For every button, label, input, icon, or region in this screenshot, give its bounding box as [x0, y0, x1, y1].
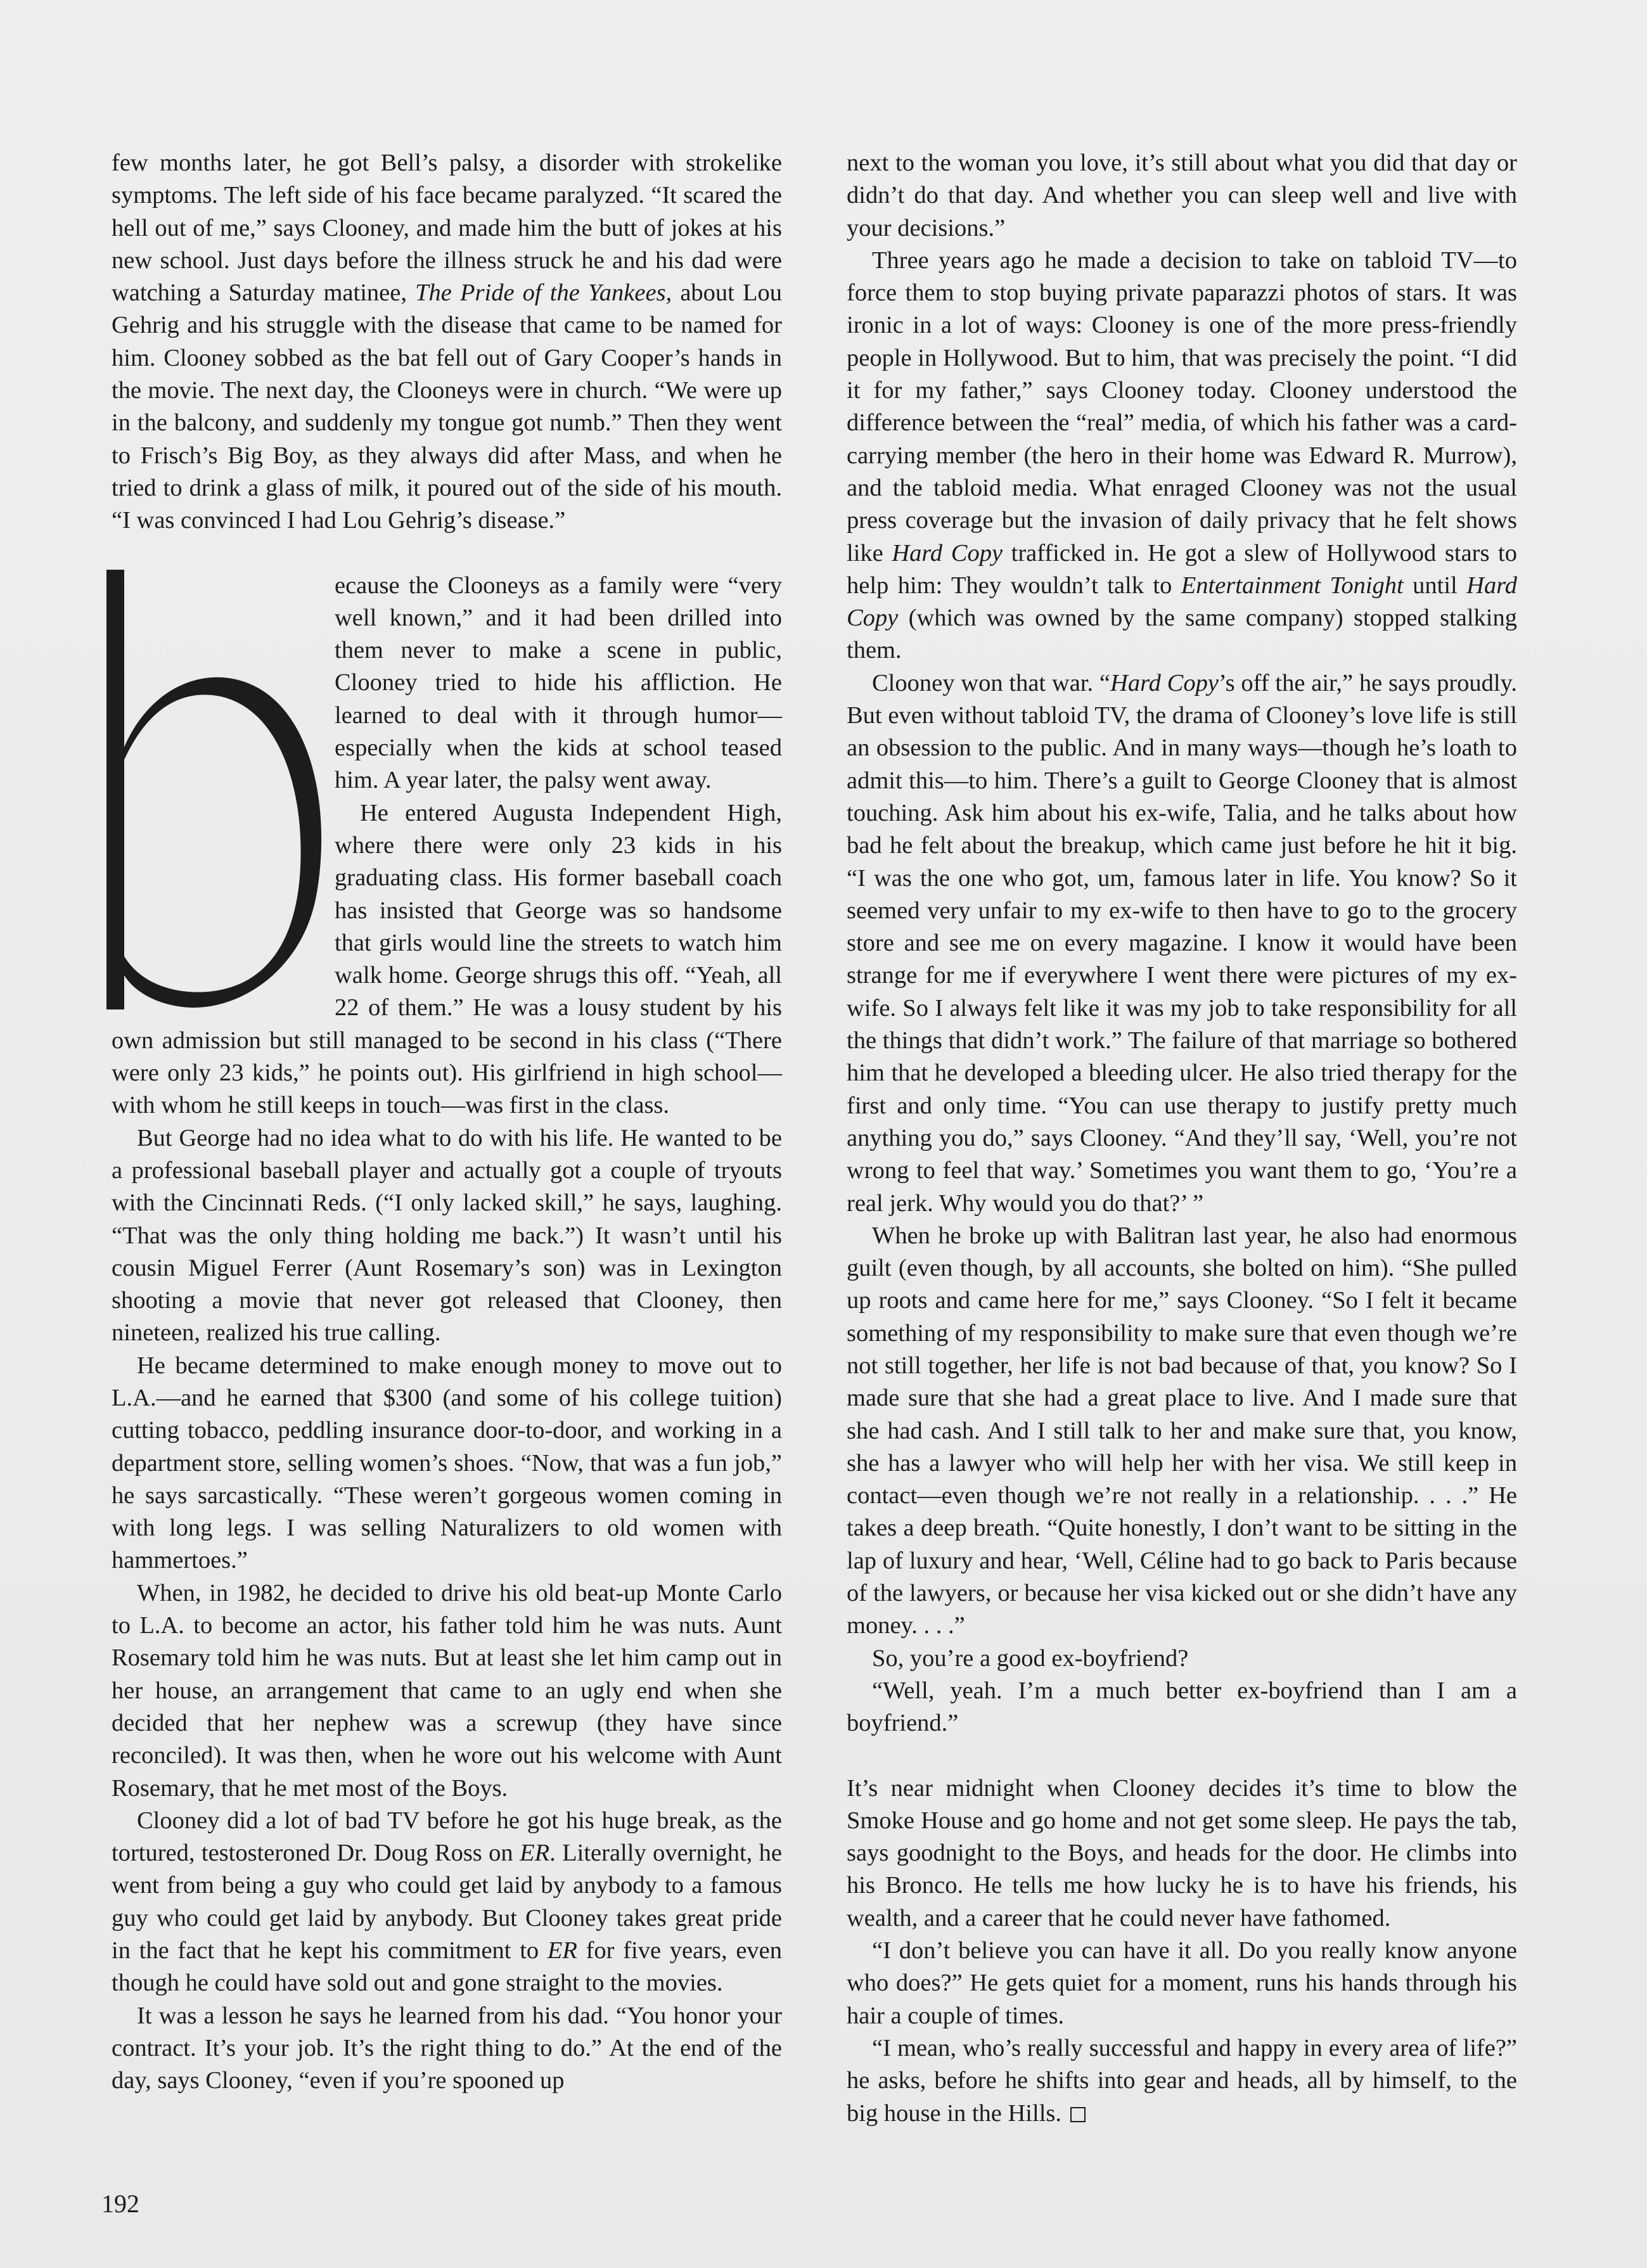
drop-cap-section [112, 570, 782, 1122]
paragraph: It was a lesson he says he learned from his dad. “You honor your contract. It’s your job. It’s the right thing to do.” At the end of the day, says Clooney, “even if you’re spooned up [112, 2002, 782, 2094]
text-run: trafficked in. He got a slew of Hollywood stars to help him: They wouldn’t talk to [847, 539, 1518, 599]
show-title: ER [520, 1840, 550, 1867]
show-title: Hard Copy [847, 572, 1517, 632]
text-run: ’s off the air,” he says proudly. But even without tabloid TV, the drama of Clooney’s love life is still an obsession to the public. And in many ways—though he’s loath to admit this—to him. There’s a guilt to George Clooney that is almost touching. Ask him about his ex-wife, Talia, and he talks about how bad he felt about the breakup, which came just before he hit it big. “I was the one who got, um, famous later in life. You know? So it seemed very unfair to my ex-wife to then have to go to the grocery store and see me on every magazine. I know it would have been strange for me if everywhere I went there were pictures of my ex-wife. So I always felt like it was my job to take responsibility for all the things that didn’t work.” The failure of that marriage so bothered him that he developed a bleeding ulcer. He also tried therapy for the first and only time. “You can use therapy to justify pretty much anything you do,” says Clooney. “And they’ll say, ‘Well, you’re not wrong to feel that way.’ Sometimes you want them to go, ‘You’re a real jerk. Why would you do that?’ ” [847, 669, 1517, 1217]
paragraph [112, 1805, 782, 2000]
film-title: The Pride of the Yankees, [415, 279, 672, 307]
paragraph [847, 667, 1517, 1220]
text-run: . Literally overnight, he went from being a guy who could get laid by anybody to a famous guy who could get laid by anybody. But Clooney takes great pride in the fact that he kept his commitment to [112, 1840, 782, 1964]
section-paragraph: It’s near midnight when Clooney decides it’s time to blow the Smoke House and go home and not get some sleep. He pays the tab, says goodnight to the Boys, and heads for the door. He climbs into his Bronco. He tells me how lucky he is to have his friends, his wealth, and a career that he could never have fathomed. [847, 1774, 1517, 1932]
paragraph: He entered Augusta Independent High, where there were only 23 kids in his graduating class. His former baseball coach has insisted that George was so handsome that girls would line the streets to watch him walk home. George shrugs this off. “Yeah, all 22 of them.” He was a lousy student by his own admission but still managed to be second in his class (“There were only 23 kids,” he points out). His girlfriend in high school—with whom he still keeps in touch—was first in the class. [112, 799, 782, 1119]
right-column [847, 147, 1517, 2130]
paragraph [847, 245, 1517, 667]
end-of-story-square-icon [1070, 2107, 1086, 2122]
text-run: “I mean, who’s really successful and happy in every area of life?” he asks, before he shifts into gear and heads, all by himself, to the big house in the Hills. [847, 2034, 1517, 2127]
opening-paragraph [112, 147, 782, 537]
show-title: Entertainment Tonight [1181, 572, 1404, 599]
paragraph: next to the woman you love, it’s still about what you did that day or didn’t do that day. And whether you can sleep well and live with your decisions.” [847, 150, 1517, 241]
page-number: 192 [101, 2189, 139, 2218]
show-title: Hard Copy [1110, 669, 1219, 696]
paragraph: He became determined to make enough money to move out to L.A.—and he earned that $300 (and some of his college tuition) cutting tobacco, peddling insurance door-to-door, and working in a department store, selling women’s shoes. “Now, that was a fun job,” he says sarcastically. “These weren’t gorgeous women coming in with long legs. I was selling Naturalizers to old women with hammertoes.” [112, 1352, 782, 1574]
paragraph: So, you’re a good ex-boyfriend? [872, 1644, 1189, 1672]
text-run: about Lou Gehrig and his struggle with the disease that came to be named for him. Clooney sobbed as the bat fell out of Gary Cooper’s hands in the movie. The next day, the Clooneys were in church. “We were up in the balcony, and suddenly my tongue got numb.” Then they went to Frisch’s Big Boy, as they always did after Mass, and when he tried to drink a glass of milk, it poured out of the side of his mouth. “I was convinced I had Lou Gehrig’s disease.” [112, 279, 783, 534]
text-run: Three years ago he made a decision to take on tabloid TV—to force them to stop buying private paparazzi photos of stars. It was ironic in a lot of ways: Clooney is one of the more press-friendly people in Hollywood. But to him, that was precisely the point. “I did it for my father,” says Clooney today. Clooney understood the difference between the “real” media, of which his father was a card-carrying member (the hero in their home was Edward R. Murrow), and the tabloid media. What enraged Clooney was not the usual press coverage but the invasion of daily privacy that he felt shows like [847, 247, 1517, 567]
text-run: for five years, even though he could have sold out and gone straight to the movies. [112, 1937, 783, 1997]
text-run: (which was owned by the same company) stopped stalking them. [847, 605, 1517, 664]
drop-cap-paragraph: ecause the Clooneys as a family were “very well known,” and it had been drilled into them never to make a scene in public, Clooney tried to hide his affliction. He learned to deal with it through humor—especially when the kids at school teased him. A year later, the palsy went away. [335, 572, 782, 794]
left-column [112, 147, 782, 2098]
text-run: Clooney won that war. “ [872, 669, 1111, 696]
show-title: Hard Copy [892, 539, 1003, 567]
text-run: few months later, he got Bell’s palsy, a disorder with strokelike symptoms. The left side of his face became paralyzed. “It scared the hell out of me,” says Clooney, and made him the butt of jokes at his new school. Just days before the illness struck he and his dad were watching a Saturday matinee, [112, 150, 782, 307]
text-run: Clooney did a lot of bad TV before he got his huge break, as the tortured, testosteroned Dr. Doug Ross on [112, 1807, 782, 1867]
paragraph: “Well, yeah. I’m a much better ex-boyfriend than I am a boyfriend.” [847, 1677, 1517, 1737]
paragraph: When, in 1982, he decided to drive his old beat-up Monte Carlo to L.A. to become an actor, his father told him he was nuts. Aunt Rosemary told him he was nuts. But at least she let him camp out in her house, an arrangement that came to an ugly end when she decided that her nephew was a screwup (they have since reconciled). It was then, when he wore out his welcome with Aunt Rosemary, that he met most of the Boys. [112, 1579, 782, 1802]
show-title: ER [547, 1937, 577, 1964]
drop-cap [106, 570, 328, 1012]
paragraph: When he broke up with Balitran last year, he also had enormous guilt (even though, by all accounts, she bolted on him). “She pulled up roots and came here for me,” says Clooney. “So I felt it became something of my responsibility to make sure that even though we’re not still together, her life is not bad because of that, you know? So I made sure that she had a great place to live. And I made sure that she had cash. And I still talk to her and make sure that, you know, she has a lawyer who will help her with her visa. We still keep in contact—even though we’re not really in a relationship. . . .” He takes a deep breath. “Quite honestly, I don’t want to be sitting in the lap of luxury and hear, ‘Well, Céline had to go back to Paris because of the lawyers, or because her visa kicked out or she didn’t have any money. . . .” [847, 1222, 1517, 1639]
closing-paragraph [847, 2032, 1517, 2130]
drop-cap-b-icon [106, 570, 328, 1012]
paragraph: “I don’t believe you can have it all. Do you really know anyone who does?” He gets quiet for a moment, runs his hands through his hair a couple of times. [847, 1937, 1517, 2029]
paragraph: But George had no idea what to do with his life. He wanted to be a professional baseball player and actually got a couple of tryouts with the Cincinnati Reds. (“I only lacked skill,” he says, laughing. “That was the only thing holding me back.”) It wasn’t until his cousin Miguel Ferrer (Aunt Rosemary’s son) was in Lexington shooting a movie that never got released that Clooney, then nineteen, realized his true calling. [112, 1124, 782, 1347]
text-run: until [1403, 572, 1467, 599]
